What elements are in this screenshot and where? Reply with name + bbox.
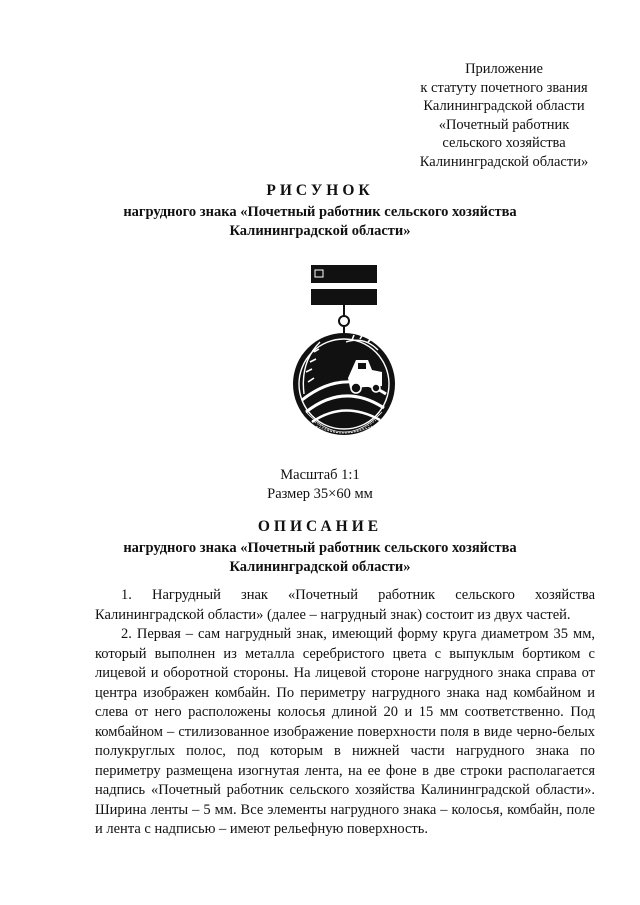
description-subtitle-line2: Калининградской области» <box>229 559 411 575</box>
paragraph-1: 1. Нагрудный знак «Почетный работник сельского хозяйства Калининградской области» (далее – нагрудный знак) состоит из двух частей. <box>95 587 595 623</box>
figure-heading: РИСУНОК <box>266 182 374 199</box>
appendix-line: «Почетный работник <box>438 116 570 133</box>
badge-ribbon <box>311 265 377 305</box>
description-subtitle-line1: нагрудного знака «Почетный работник сельского хозяйства <box>123 540 517 556</box>
appendix-line: Приложение <box>465 61 543 77</box>
appendix-line: Калининградской области <box>423 98 585 114</box>
appendix-line: Калининградской области» <box>419 153 589 170</box>
badge-illustration <box>286 262 404 452</box>
appendix-line: сельского хозяйства <box>442 135 566 151</box>
figure-subtitle-line1: нагрудного знака «Почетный работник сельского хозяйства <box>123 204 517 220</box>
scale-label: Масштаб 1:1 <box>280 467 360 483</box>
size-label: Размер 35×60 мм <box>267 486 373 502</box>
badge-medal <box>293 333 395 435</box>
badge-hanger <box>339 305 349 334</box>
description-heading: ОПИСАНИЕ <box>257 518 383 535</box>
appendix-line: к статуту почетного звания <box>420 79 588 96</box>
appendix-block <box>400 60 608 171</box>
figure-subtitle-line2: Калининградской области» <box>229 223 411 239</box>
paragraph-2: 2. Первая – сам нагрудный знак, имеющий форму круга диаметром 35 мм, который выполнен из металла серебристого цвета с выпуклым бортиком с лицевой и оборотной стороны. На лицевой стороне нагрудного знака справа от центра изображен комбайн. По периметру нагрудного знака над комбайном и слева от него расположены колосья длиной 20 и 15 мм соответственно. Под комбайном – стилизованное изображение поверхности поля в виде черно-белых полукруглых полос, под которым в нижней части нагрудного знака по периметру размещена изогнутая лента, на ее фоне в две строки располагается надпись «Почетный работник сельского хозяйства Калининградской области». Ширина ленты – 5 мм. Все элементы нагрудного знака – колосья, комбайн, поле и лента с надписью – имеют рельефную поверхность. <box>95 626 595 837</box>
description-body <box>95 586 595 840</box>
